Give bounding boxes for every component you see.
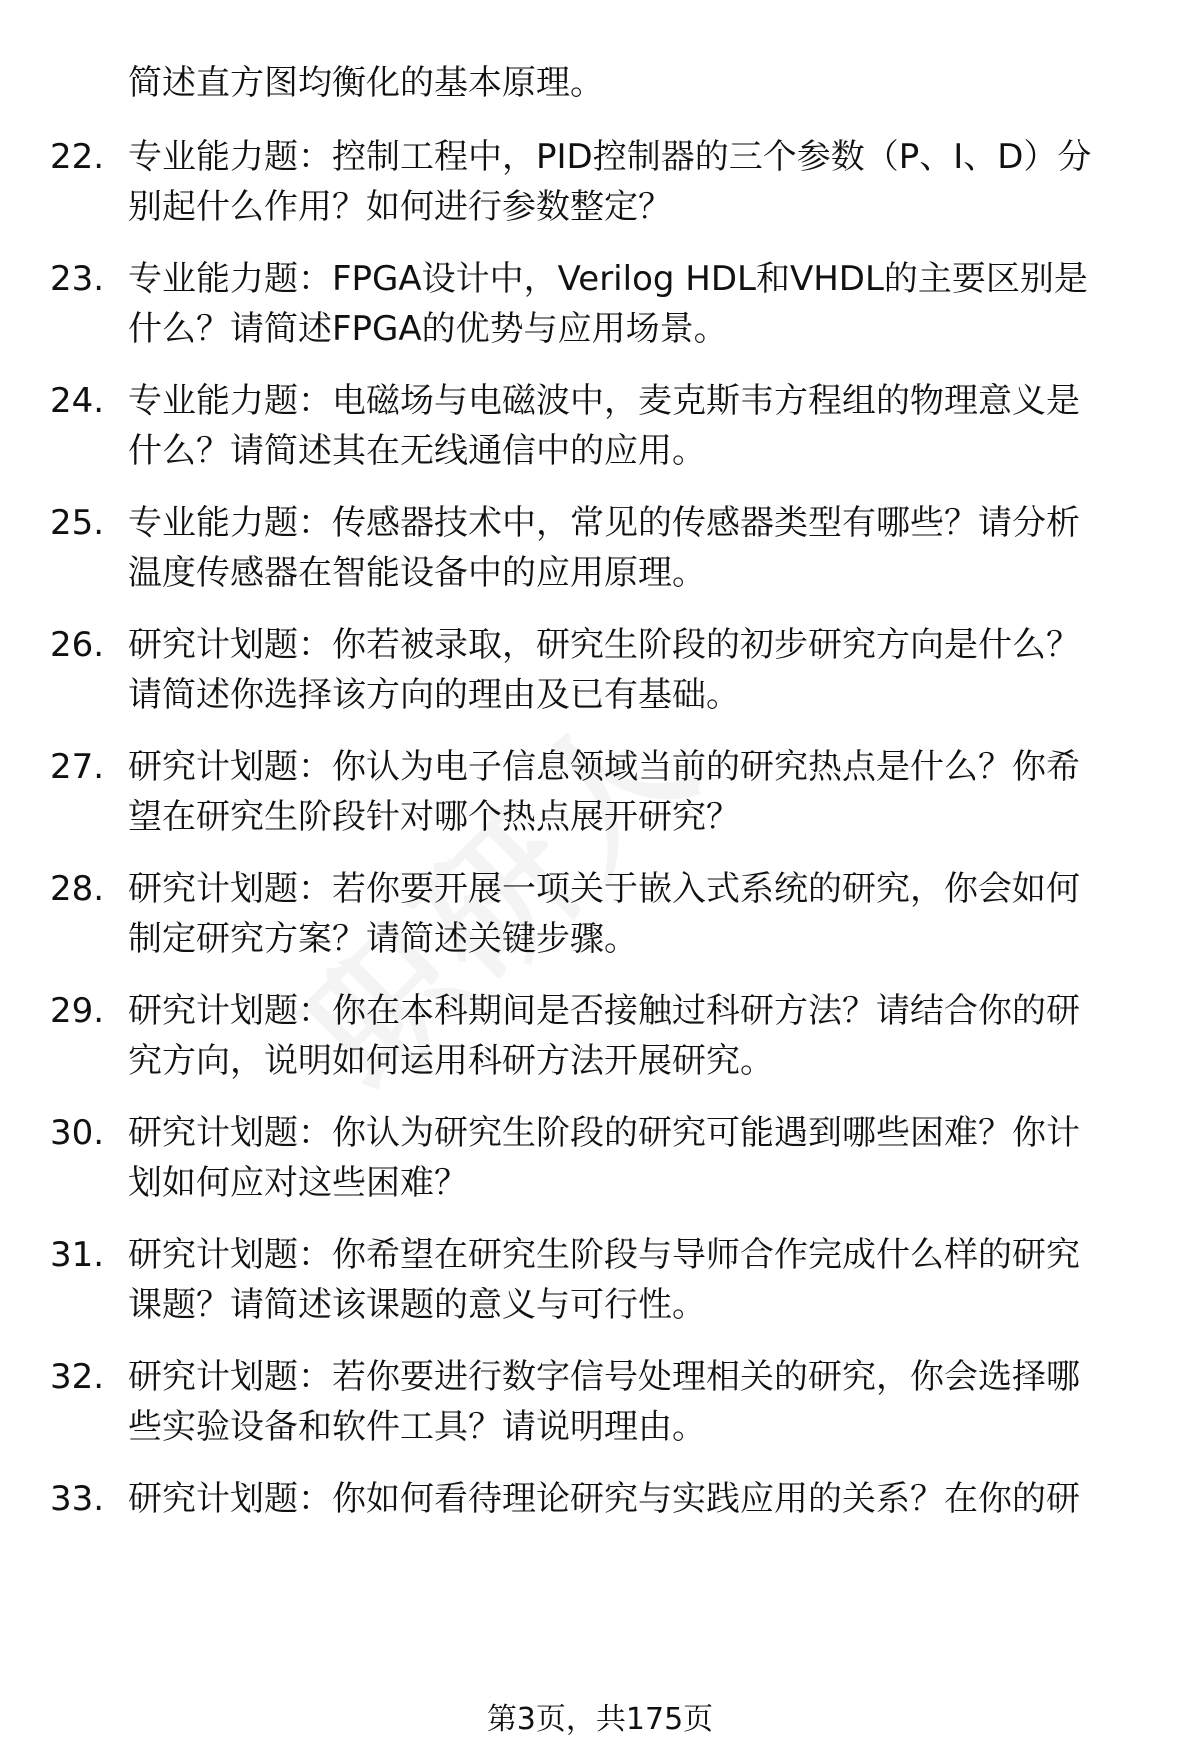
question-text-line: 研究计划题：你在本科期间是否接触过科研方法？请结合你的研	[128, 991, 1080, 1031]
question-text-line: 研究计划题：若你要开展一项关于嵌入式系统的研究，你会如何	[128, 869, 1080, 909]
question-number: 32.	[50, 1357, 105, 1397]
question-text-line: 专业能力题：控制工程中，PID控制器的三个参数（P、I、D）分	[128, 137, 1092, 177]
question-number: 33.	[50, 1479, 105, 1519]
question-text-line: 些实验设备和软件工具？请说明理由。	[128, 1407, 706, 1447]
question-text-line: 课题？请简述该课题的意义与可行性。	[128, 1285, 706, 1325]
question-number: 24.	[50, 381, 105, 421]
question-text-line: 专业能力题：电磁场与电磁波中，麦克斯韦方程组的物理意义是	[128, 381, 1080, 421]
question-text-line: 研究计划题：你认为电子信息领域当前的研究热点是什么？你希	[128, 747, 1080, 787]
question-text-line: 别起什么作用？如何进行参数整定？	[128, 187, 672, 227]
question-number: 31.	[50, 1235, 105, 1275]
question-number: 22.	[50, 137, 105, 177]
continuation-line: 简述直方图均衡化的基本原理。	[128, 63, 604, 103]
question-number: 27.	[50, 747, 105, 787]
question-text-line: 研究计划题：你希望在研究生阶段与导师合作完成什么样的研究	[128, 1235, 1080, 1275]
question-text-line: 研究计划题：你认为研究生阶段的研究可能遇到哪些困难？你计	[128, 1113, 1080, 1153]
question-number: 28.	[50, 869, 105, 909]
question-number: 29.	[50, 991, 105, 1031]
question-text-line: 研究计划题：若你要进行数字信号处理相关的研究，你会选择哪	[128, 1357, 1080, 1397]
question-text-line: 什么？请简述FPGA的优势与应用场景。	[128, 309, 728, 349]
question-text-line: 制定研究方案？请简述关键步骤。	[128, 919, 638, 959]
question-number: 25.	[50, 503, 105, 543]
question-text-line: 究方向，说明如何运用科研方法开展研究。	[128, 1041, 774, 1081]
question-text-line: 温度传感器在智能设备中的应用原理。	[128, 553, 706, 593]
question-text-line: 研究计划题：你若被录取，研究生阶段的初步研究方向是什么？	[128, 625, 1080, 665]
question-number: 23.	[50, 259, 105, 299]
question-text-line: 研究计划题：你如何看待理论研究与实践应用的关系？在你的研	[128, 1479, 1080, 1519]
question-text-line: 专业能力题：传感器技术中，常见的传感器类型有哪些？请分析	[128, 503, 1080, 543]
question-text-line: 请简述你选择该方向的理由及已有基础。	[128, 675, 740, 715]
question-text-line: 专业能力题：FPGA设计中，Verilog HDL和VHDL的主要区别是	[128, 259, 1088, 299]
question-text-line: 什么？请简述其在无线通信中的应用。	[128, 431, 706, 471]
question-number: 26.	[50, 625, 105, 665]
question-number: 30.	[50, 1113, 105, 1153]
question-text-line: 划如何应对这些困难？	[128, 1163, 468, 1203]
page-footer: 第3页，共175页	[486, 1702, 714, 1737]
question-text-line: 望在研究生阶段针对哪个热点展开研究？	[128, 797, 740, 837]
